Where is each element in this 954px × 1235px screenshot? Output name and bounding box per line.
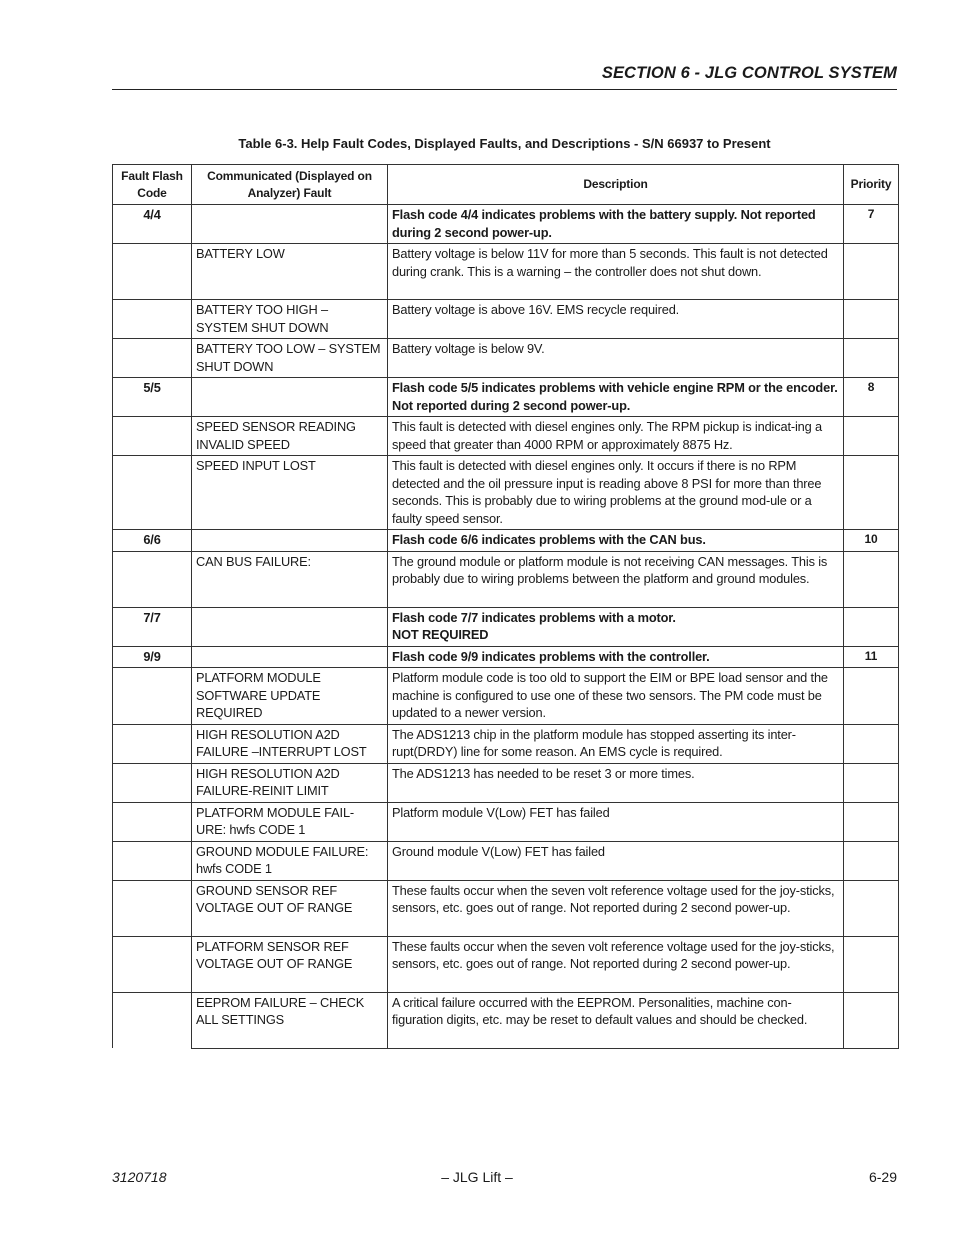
flash-code-cell-empty <box>113 992 192 1048</box>
fault-cell: BATTERY TOO HIGH – SYSTEM SHUT DOWN <box>192 300 388 339</box>
priority-cell-empty <box>844 456 899 530</box>
description-cell: Battery voltage is above 16V. EMS recycle required. <box>388 300 844 339</box>
fault-cell: EEPROM FAILURE – CHECK ALL SETTINGS <box>192 992 388 1048</box>
table-row <box>113 456 899 530</box>
flash-code-cell-empty <box>113 936 192 992</box>
priority-cell-empty <box>844 551 899 607</box>
flash-code-cell-empty <box>113 300 192 339</box>
table-row <box>113 936 899 992</box>
table-row <box>113 244 899 300</box>
table-row <box>113 763 899 802</box>
description-cell: These faults occur when the seven volt reference voltage used for the joy-sticks, sensors, etc. goes out of range. Not reported during 2 second power-up. <box>388 880 844 936</box>
priority-cell: 11 <box>844 646 899 668</box>
fault-cell: PLATFORM MODULE SOFTWARE UPDATE REQUIRED <box>192 668 388 725</box>
table-row <box>113 417 899 456</box>
table-header-row <box>113 165 899 205</box>
group-summary-cell: Flash code 4/4 indicates problems with the battery supply. Not reported during 2 second power-up. <box>388 205 844 244</box>
description-cell: The ADS1213 has needed to be reset 3 or more times. <box>388 763 844 802</box>
flash-code-cell: 9/9 <box>113 646 192 668</box>
priority-cell-empty <box>844 668 899 725</box>
flash-code-cell-empty <box>113 880 192 936</box>
fault-cell: GROUND MODULE FAILURE: hwfs CODE 1 <box>192 841 388 880</box>
priority-cell-empty <box>844 724 899 763</box>
priority-cell-empty <box>844 763 899 802</box>
flash-code-cell-empty <box>113 668 192 725</box>
description-cell: Platform module code is too old to support the EIM or BPE load sensor and the machine is configured to use one of these two sensors. The PM code must be updated to a newer version. <box>388 668 844 725</box>
table-row <box>113 530 899 552</box>
fault-cell: PLATFORM MODULE FAIL-URE: hwfs CODE 1 <box>192 802 388 841</box>
table-row <box>113 880 899 936</box>
footer-doc-number: 3120718 <box>112 1169 167 1185</box>
priority-cell-empty <box>844 841 899 880</box>
table-row <box>113 668 899 725</box>
priority-cell-empty <box>844 802 899 841</box>
flash-code-cell-empty <box>113 339 192 378</box>
fault-cell <box>192 378 388 417</box>
fault-cell: GROUND SENSOR REF VOLTAGE OUT OF RANGE <box>192 880 388 936</box>
group-summary-note: NOT REQUIRED <box>392 627 489 642</box>
flash-code-cell-empty <box>113 841 192 880</box>
priority-cell-empty <box>844 880 899 936</box>
fault-cell <box>192 530 388 552</box>
column-header-flash-code: Fault Flash Code <box>113 165 192 205</box>
description-cell: This fault is detected with diesel engines only. The RPM pickup is indicat-ing a speed that greater than 4000 RPM or approximately 8875 Hz. <box>388 417 844 456</box>
group-summary-cell <box>388 607 844 646</box>
fault-cell: BATTERY TOO LOW – SYSTEM SHUT DOWN <box>192 339 388 378</box>
priority-cell-empty <box>844 244 899 300</box>
group-summary-cell: Flash code 6/6 indicates problems with the CAN bus. <box>388 530 844 552</box>
table-row <box>113 724 899 763</box>
flash-code-cell-empty <box>113 802 192 841</box>
fault-cell <box>192 646 388 668</box>
table-row <box>113 205 899 244</box>
description-cell: These faults occur when the seven volt reference voltage used for the joy-sticks, sensors, etc. goes out of range. Not reported during 2 second power-up. <box>388 936 844 992</box>
fault-cell: SPEED INPUT LOST <box>192 456 388 530</box>
fault-cell <box>192 607 388 646</box>
priority-cell-empty <box>844 992 899 1048</box>
group-summary-cell: Flash code 9/9 indicates problems with the controller. <box>388 646 844 668</box>
column-header-communicated-fault: Communicated (Displayed on Analyzer) Fault <box>192 165 388 205</box>
flash-code-cell-empty <box>113 456 192 530</box>
table-row <box>113 841 899 880</box>
footer-brand: – JLG Lift – <box>441 1169 513 1185</box>
table-caption: Table 6-3. Help Fault Codes, Displayed Faults, and Descriptions - S/N 66937 to Present <box>238 136 771 151</box>
table-row <box>113 551 899 607</box>
fault-cell: PLATFORM SENSOR REF VOLTAGE OUT OF RANGE <box>192 936 388 992</box>
fault-code-table <box>112 164 899 1049</box>
fault-cell: SPEED SENSOR READING INVALID SPEED <box>192 417 388 456</box>
priority-cell-empty <box>844 300 899 339</box>
table-row <box>113 992 899 1048</box>
fault-cell: BATTERY LOW <box>192 244 388 300</box>
priority-cell-empty <box>844 936 899 992</box>
flash-code-cell: 5/5 <box>113 378 192 417</box>
column-header-priority: Priority <box>844 165 899 205</box>
flash-code-cell-empty <box>113 551 192 607</box>
table-row <box>113 607 899 646</box>
priority-cell-empty <box>844 417 899 456</box>
fault-cell: HIGH RESOLUTION A2D FAILURE-REINIT LIMIT <box>192 763 388 802</box>
description-cell: This fault is detected with diesel engines only. It occurs if there is no RPM detected and the oil pressure input is reading above 8 PSI for more than three seconds. This is probably due to wiring problems at the ground mod-ule or a faulty speed sensor. <box>388 456 844 530</box>
description-cell: Battery voltage is below 9V. <box>388 339 844 378</box>
table-row <box>113 646 899 668</box>
description-cell: Platform module V(Low) FET has failed <box>388 802 844 841</box>
fault-cell: CAN BUS FAILURE: <box>192 551 388 607</box>
flash-code-cell: 6/6 <box>113 530 192 552</box>
table-row <box>113 378 899 417</box>
table-row <box>113 802 899 841</box>
header-rule <box>112 89 897 90</box>
table-row <box>113 300 899 339</box>
group-summary-cell: Flash code 5/5 indicates problems with vehicle engine RPM or the encoder. Not reported during 2 second power-up. <box>388 378 844 417</box>
flash-code-cell-empty <box>113 417 192 456</box>
column-header-description: Description <box>388 165 844 205</box>
description-cell: Ground module V(Low) FET has failed <box>388 841 844 880</box>
flash-code-cell-empty <box>113 244 192 300</box>
priority-cell <box>844 607 899 646</box>
section-title: SECTION 6 - JLG CONTROL SYSTEM <box>601 64 897 82</box>
description-cell: The ADS1213 chip in the platform module has stopped asserting its inter-rupt(DRDY) line for some reason. An EMS cycle is required. <box>388 724 844 763</box>
flash-code-cell-empty <box>113 724 192 763</box>
footer-page-number: 6-29 <box>868 1169 897 1185</box>
flash-code-cell: 7/7 <box>113 607 192 646</box>
table-row <box>113 339 899 378</box>
description-cell: Battery voltage is below 11V for more than 5 seconds. This fault is not detected during crank. This is a warning – the controller does not shut down. <box>388 244 844 300</box>
group-summary-line: Flash code 7/7 indicates problems with a motor. <box>392 609 676 625</box>
flash-code-cell: 4/4 <box>113 205 192 244</box>
priority-cell: 8 <box>844 378 899 417</box>
description-cell: A critical failure occurred with the EEPROM. Personalities, machine con-figuration digits, etc. may be reset to default values and should be checked. <box>388 992 844 1048</box>
flash-code-cell-empty <box>113 763 192 802</box>
fault-cell <box>192 205 388 244</box>
priority-cell: 10 <box>844 530 899 552</box>
description-cell: The ground module or platform module is not receiving CAN messages. This is probably due to wiring problems between the platform and ground modules. <box>388 551 844 607</box>
fault-cell: HIGH RESOLUTION A2D FAILURE –INTERRUPT LOST <box>192 724 388 763</box>
priority-cell-empty <box>844 339 899 378</box>
priority-cell: 7 <box>844 205 899 244</box>
